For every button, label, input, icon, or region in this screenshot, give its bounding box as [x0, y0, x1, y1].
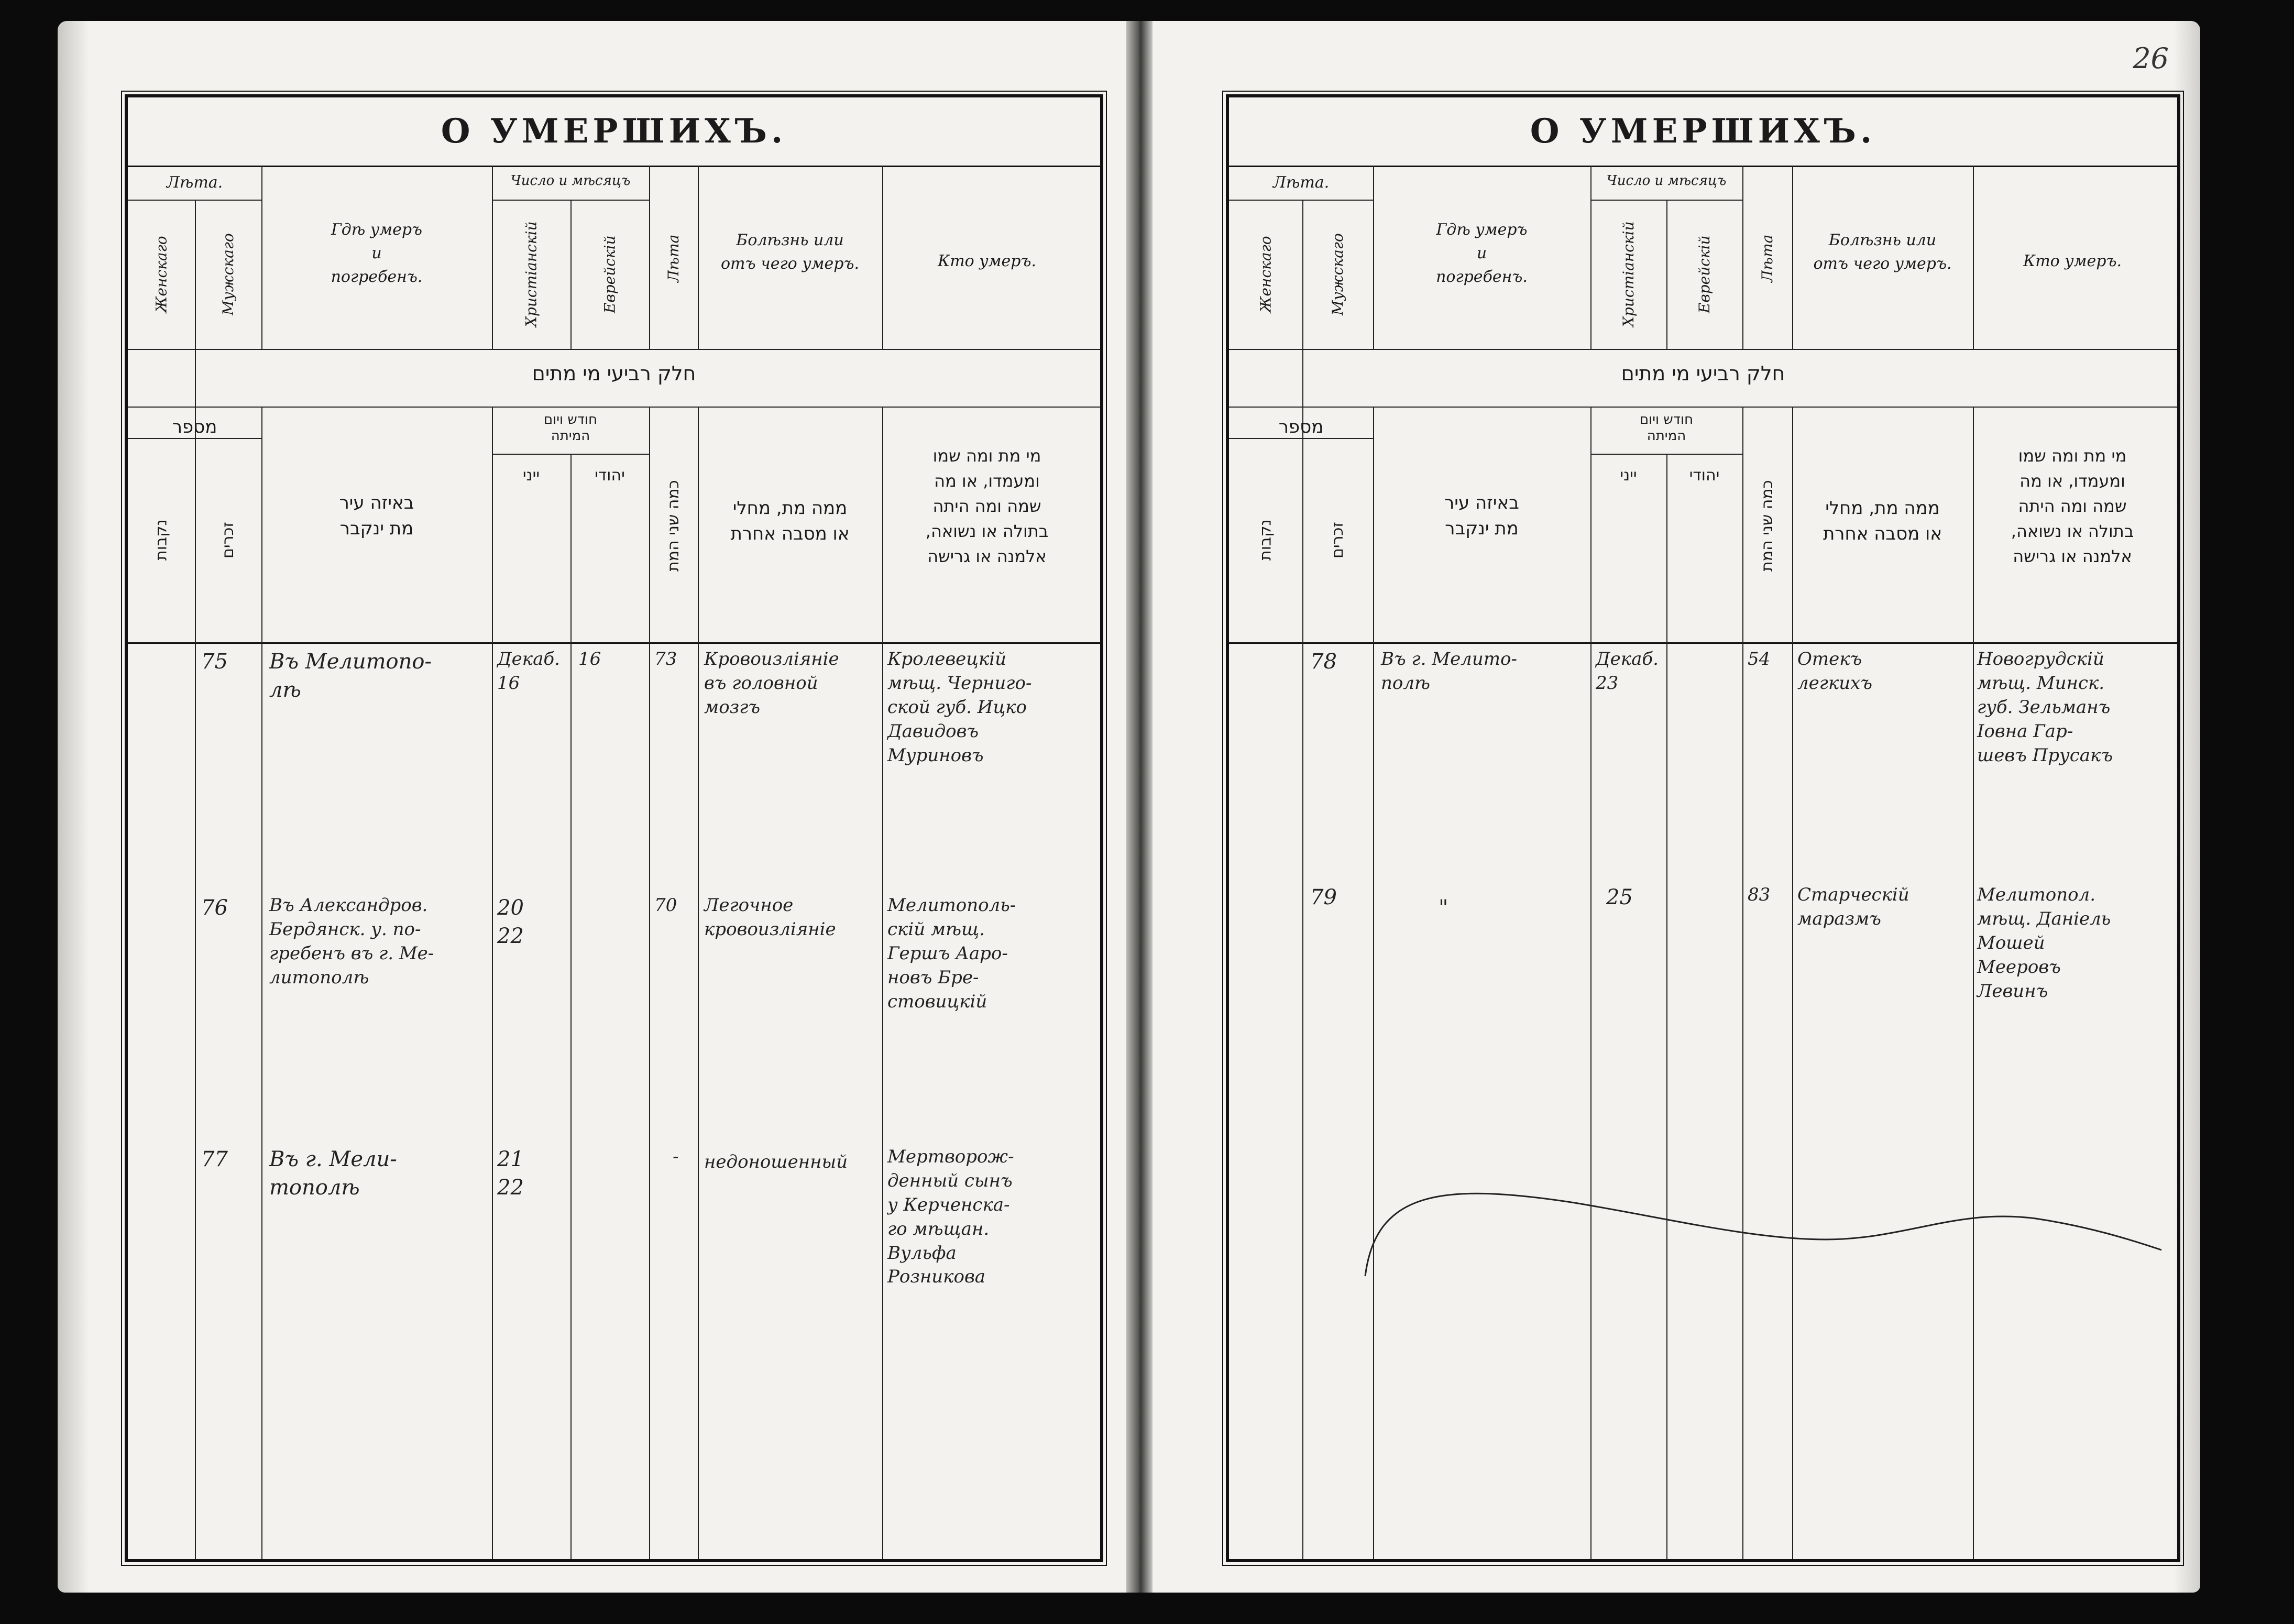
entry-illness: Кровоизліяніе въ головной мозгъ [704, 649, 839, 718]
hebrew-jewish-header: יהודי [595, 466, 625, 485]
hebrew-jewish-header: יהודי [1689, 466, 1720, 485]
hebrew-date-header: חודש ויום המיתה [543, 412, 598, 444]
page-number: 26 [2133, 42, 2169, 75]
entry-age: 73 [654, 649, 677, 670]
hebrew-female-header: נקבות [1256, 519, 1275, 561]
entry-who: Кролевецкій мѣщ. Черниго- ской губ. Ицко Давидовъ Муриновъ [887, 649, 1032, 766]
left-register-table [125, 94, 1103, 1562]
entry-number: 75 [201, 650, 228, 674]
entry-jewish-date: 16 [578, 649, 601, 670]
entry-number: 79 [1310, 885, 1337, 909]
entry-illness: недоношенный [704, 1151, 848, 1172]
hebrew-age-header: כמה שני המת [1758, 480, 1776, 572]
entry-christian-date: 20 22 [497, 896, 524, 948]
entry-where: Въ г. Мелито- полѣ [1381, 649, 1517, 694]
who-died-header: Кто умеръ. [937, 252, 1037, 270]
who-died-header: Кто умеръ. [2023, 252, 2122, 270]
closing-flourish-line [1355, 1161, 2172, 1297]
right-page [1153, 21, 2200, 1593]
hebrew-male-header: זכרים [219, 522, 237, 558]
years-group-header: Лѣта. [1272, 173, 1330, 192]
hebrew-who-header: מי מת ומה שמו ומעמדו, או מה שמה ומה היתה בתולה או נשואה, אלמנה או גרישה [2011, 446, 2134, 566]
entry-number: 78 [1310, 650, 1337, 674]
hebrew-illness-header: ממה מת, מחלי או מסבה אחרת [730, 498, 850, 545]
entry-age: - [673, 1146, 679, 1167]
hebrew-illness-header: ממה מת, מחלי או מסבה אחרת [1823, 498, 1942, 545]
male-column-header: Мужскаго [219, 233, 237, 315]
jewish-date-header: Еврейскій [1696, 235, 1713, 313]
jewish-date-header: Еврейскій [601, 235, 619, 313]
entry-illness: Старческій маразмъ [1797, 884, 1909, 929]
age-header: Лѣта [1759, 234, 1776, 283]
illness-header: Болѣзнь или отъ чего умеръ. [721, 231, 859, 273]
right-register-table [1226, 94, 2180, 1562]
entry-christian-date: Декаб. 23 [1596, 649, 1659, 694]
entry-number: 77 [201, 1147, 228, 1171]
entry-who: Мелитопол. мѣщ. Даніель Мошей Мееровъ Левинъ [1977, 884, 2111, 1002]
left-page [58, 21, 1126, 1593]
entry-age: 70 [654, 895, 677, 916]
hebrew-date-header: חודש ויום המיתה [1639, 412, 1694, 444]
entry-christian-date: 25 [1606, 885, 1633, 909]
christian-date-header: Христіанскій [1620, 221, 1637, 327]
female-column-header: Женскаго [1257, 236, 1275, 313]
hebrew-who-header: מי מת ומה שמו ומעמדו, או מה שמה ומה היתה בתולה או נשואה, אלמנה או גרישה [925, 446, 1049, 566]
christian-date-header: Христіанскій [522, 221, 540, 327]
entry-where: Въ г. Мели- тополѣ [269, 1147, 397, 1200]
entry-age: 54 [1748, 649, 1771, 670]
where-died-header: Гдѣ умеръ и погребенъ. [1436, 221, 1528, 286]
male-column-header: Мужскаго [1329, 233, 1346, 315]
entry-who: Новогрудскій мѣщ. Минск. губ. Зельманъ Іовна Гар- шевъ Прусакъ [1977, 649, 2113, 766]
left-page-title: О УМЕРШИХЪ. [128, 97, 1100, 167]
entry-number: 76 [201, 896, 228, 920]
hebrew-female-header: נקבות [152, 519, 171, 561]
age-header: Лѣта [665, 234, 682, 283]
entry-who: Мертворож- денный сынъ у Керченска- го мѣщан. Вульфа Розникова [887, 1146, 1014, 1288]
entry-christian-date: Декаб. 16 [497, 649, 560, 694]
hebrew-where-header: באיזה עיר מת ינקבר [339, 492, 414, 540]
illness-header: Болѣзнь или отъ чего умеръ. [1813, 231, 1952, 273]
hebrew-number-header: מספר [172, 416, 217, 437]
female-column-header: Женскаго [152, 236, 170, 313]
book-gutter [1126, 21, 1153, 1593]
entry-who: Мелитополь- скій мѣщ. Гершъ Ааро- новъ Бре- стовицкій [887, 895, 1016, 1012]
right-page-title: О УМЕРШИХЪ. [1229, 97, 2177, 167]
entry-where: " [1439, 896, 1448, 920]
entry-where: Въ Александров. Бердянск. у. по- гребенъ въ г. Ме- литополѣ [269, 895, 434, 988]
entry-christian-date: 21 22 [497, 1147, 524, 1200]
years-group-header: Лѣта. [166, 173, 223, 192]
where-died-header: Гдѣ умеръ и погребенъ. [331, 221, 423, 286]
open-register-book [58, 21, 2190, 1593]
hebrew-male-header: זכרים [1329, 522, 1347, 558]
date-group-header: Число и мѣсяцъ [1606, 173, 1727, 189]
hebrew-section-title: חלק רביעי מי מתים [1621, 362, 1785, 385]
entry-illness: Легочное кровоизліяніе [704, 895, 836, 940]
entry-age: 83 [1748, 884, 1771, 905]
hebrew-section-title: חלק רביעי מי מתים [532, 362, 696, 385]
hebrew-where-header: באיזה עיר מת ינקבר [1444, 492, 1519, 540]
hebrew-number-header: מספר [1278, 416, 1324, 437]
entry-where: Въ Мелитопо- лѣ [269, 650, 432, 702]
hebrew-age-header: כמה שני המת [664, 480, 683, 572]
hebrew-christian-header: ייני [1620, 466, 1637, 485]
hebrew-christian-header: ייני [522, 466, 540, 485]
date-group-header: Число и мѣсяцъ [510, 173, 631, 189]
entry-illness: Отекъ легкихъ [1797, 649, 1872, 694]
